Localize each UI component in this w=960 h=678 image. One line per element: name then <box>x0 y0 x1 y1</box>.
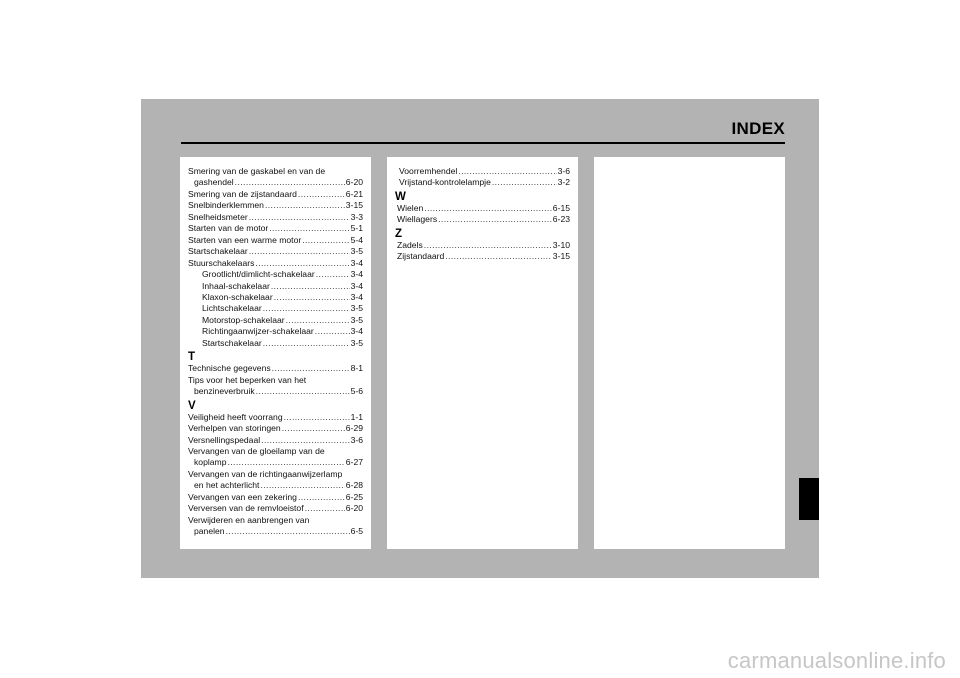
index-entry <box>188 515 363 526</box>
index-entry-text: Startschakelaar <box>188 246 248 257</box>
title-rule <box>181 142 785 144</box>
index-entry-text: Vervangen van de gloeilamp van de <box>188 445 325 456</box>
index-entry-text: Snelheidsmeter <box>188 211 248 222</box>
index-entry-text: Smering van de zijstandaard <box>188 188 297 199</box>
dot-leader <box>226 526 350 537</box>
index-entry-text: Vervangen van een zekering <box>188 491 297 502</box>
index-entry-text: Zijstandaard <box>397 251 445 262</box>
index-entry-page: 3-2 <box>557 177 570 188</box>
index-entry <box>188 338 363 349</box>
index-entry-text: Wielen <box>397 202 424 213</box>
dot-leader <box>263 303 350 314</box>
index-entry-text: Wiellagers <box>397 214 438 225</box>
index-entry-text: Versnellingspedaal <box>188 434 261 445</box>
dot-leader <box>269 223 349 234</box>
index-entry-page: 3-4 <box>350 326 363 337</box>
dot-leader <box>235 177 345 188</box>
dot-leader <box>256 386 350 397</box>
index-column-3 <box>594 157 785 549</box>
letter-heading: Z <box>395 227 403 240</box>
index-entry-page: 3-3 <box>350 211 363 222</box>
index-entry-text: Tips voor het beperken van het <box>188 374 307 385</box>
dot-leader <box>492 177 557 188</box>
index-entry-page: 3-4 <box>350 269 363 280</box>
index-entry-page: 6-20 <box>345 177 363 188</box>
dot-leader <box>424 240 552 251</box>
index-entry <box>188 326 363 337</box>
dot-leader <box>227 457 344 468</box>
index-entry-text: Zadels <box>397 239 423 250</box>
index-column-2 <box>387 157 578 549</box>
dot-leader <box>445 251 552 262</box>
index-entry <box>188 363 363 374</box>
index-entry-page: 5-4 <box>350 234 363 245</box>
index-entry-text: Technische gegevens <box>188 363 271 374</box>
index-entry-page: 6-21 <box>345 188 363 199</box>
index-entry <box>188 386 363 397</box>
index-entry-text: Inhaal-schakelaar <box>202 280 270 291</box>
index-entry <box>395 214 570 225</box>
index-entry-page: 5-1 <box>350 223 363 234</box>
index-entry-text: Smering van de gaskabel en van de <box>188 166 326 176</box>
index-entry-page: 6-23 <box>552 214 570 225</box>
index-entry <box>188 212 363 223</box>
dot-leader <box>255 258 349 269</box>
index-entry <box>395 203 570 214</box>
index-entry <box>395 240 570 251</box>
dot-leader <box>284 412 350 423</box>
index-entry-text: Verversen van de remvloeistof <box>188 503 304 514</box>
dot-leader <box>316 269 350 280</box>
index-entry <box>188 469 363 480</box>
index-entry-text: benzineverbruik <box>194 386 255 397</box>
letter-heading: W <box>395 190 406 203</box>
index-entry-text: Lichtschakelaar <box>202 303 262 314</box>
page-title: INDEX <box>731 119 785 138</box>
index-entry-page: 3-6 <box>350 434 363 445</box>
index-entry-page: 6-29 <box>345 423 363 434</box>
dot-leader <box>315 326 350 337</box>
index-entry-text: gashendel <box>194 177 234 188</box>
index-entry-text: Richtingaanwijzer-schakelaar <box>202 326 314 337</box>
index-entry <box>188 446 363 457</box>
index-entry-page: 3-5 <box>350 337 363 348</box>
index-column-1 <box>180 157 371 549</box>
dot-leader <box>249 246 350 257</box>
page-panel <box>141 99 819 578</box>
index-entry <box>188 223 363 234</box>
index-entry <box>188 166 363 177</box>
index-entry <box>395 251 570 262</box>
index-entry-page: 8-1 <box>350 363 363 374</box>
index-entry-page: 3-10 <box>552 239 570 250</box>
index-entry <box>188 412 363 423</box>
index-entry-page: 3-5 <box>350 314 363 325</box>
dot-leader <box>282 423 345 434</box>
index-entry <box>188 492 363 503</box>
dot-leader <box>302 235 349 246</box>
dot-leader <box>298 189 345 200</box>
index-entry <box>188 235 363 246</box>
index-entry-text: Verwijderen en aanbrengen van <box>188 514 310 525</box>
index-entry-text: Klaxon-schakelaar <box>202 291 273 302</box>
index-entry-text: Grootlicht/dimlicht-schakelaar <box>202 269 315 280</box>
index-entry-page: 1-1 <box>350 411 363 422</box>
index-entry-page: 3-5 <box>350 303 363 314</box>
index-entry-page: 3-15 <box>552 251 570 262</box>
index-entry <box>188 457 363 468</box>
watermark: carmanualsonline.info <box>727 648 946 673</box>
index-entry <box>188 200 363 211</box>
index-entry <box>188 503 363 514</box>
index-entry <box>188 423 363 434</box>
index-entry-text: Motorstop-schakelaar <box>202 314 285 325</box>
index-entry <box>188 375 363 386</box>
dot-leader <box>249 212 350 223</box>
index-entry-text: Voorremhendel <box>399 166 458 176</box>
dot-leader <box>298 492 345 503</box>
index-entry-text: Starten van een warme motor <box>188 234 302 245</box>
index-entry <box>188 435 363 446</box>
index-entry-page: 6-27 <box>345 457 363 468</box>
dot-leader <box>260 480 344 491</box>
dot-leader <box>271 281 350 292</box>
dot-leader <box>286 315 350 326</box>
index-entry-text: Vervangen van de richtingaanwijzerlamp <box>188 468 343 479</box>
index-entry <box>188 303 363 314</box>
index-entry-text: Stuurschakelaars <box>188 257 255 268</box>
index-entry <box>188 177 363 188</box>
index-entry-page: 3-4 <box>350 280 363 291</box>
index-entry-text: Startschakelaar <box>202 337 262 348</box>
index-entry-page: 3-15 <box>345 200 363 211</box>
letter-heading: V <box>188 399 196 412</box>
index-entry-text: koplamp <box>194 457 227 468</box>
index-entry-page: 6-28 <box>345 480 363 491</box>
index-entry <box>188 315 363 326</box>
index-entry <box>188 292 363 303</box>
letter-heading: T <box>188 351 196 364</box>
index-entry-page: 5-6 <box>350 386 363 397</box>
index-entry-page: 3-5 <box>350 246 363 257</box>
index-entry-text: en het achterlicht <box>194 480 260 491</box>
index-entry-text: Vrijstand-kontrolelampje <box>399 177 491 188</box>
index-entry <box>395 177 570 188</box>
dot-leader <box>263 338 350 349</box>
index-entry <box>188 526 363 537</box>
index-entry <box>188 246 363 257</box>
dot-leader <box>438 214 552 225</box>
dot-leader <box>305 503 345 514</box>
dot-leader <box>265 200 345 211</box>
index-entry-page: 6-25 <box>345 491 363 502</box>
index-entry-page: 6-5 <box>350 526 363 537</box>
index-entry-page: 6-20 <box>345 503 363 514</box>
index-entry-page: 3-4 <box>350 257 363 268</box>
index-entry-text: Veiligheid heeft voorrang <box>188 411 283 422</box>
index-entry-text: Verhelpen van storingen <box>188 423 281 434</box>
dot-leader <box>274 292 350 303</box>
dot-leader <box>424 203 552 214</box>
index-entry <box>395 166 570 177</box>
index-entry-text: Snelbinderklemmen <box>188 200 264 211</box>
index-entry-text: Starten van de motor <box>188 223 269 234</box>
chapter-tab <box>799 478 819 520</box>
index-entry <box>188 189 363 200</box>
dot-leader <box>458 166 556 177</box>
index-entry <box>188 269 363 280</box>
index-entry <box>188 258 363 269</box>
index-entry <box>188 480 363 491</box>
index-entry-page: 6-15 <box>552 202 570 213</box>
dot-leader <box>272 363 350 374</box>
index-entry-page: 3-4 <box>350 291 363 302</box>
index-entry <box>188 281 363 292</box>
dot-leader <box>261 435 349 446</box>
index-entry-page: 3-6 <box>557 166 570 176</box>
index-entry-text: panelen <box>194 526 225 537</box>
